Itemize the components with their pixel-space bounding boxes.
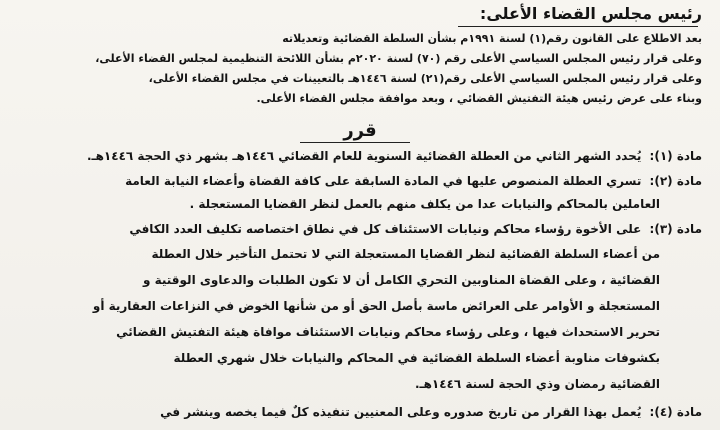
article-2-label: مادة (٢): [649, 174, 702, 188]
article-4 [160, 406, 702, 418]
article-2 [125, 175, 702, 187]
article-3-line-3: القضائية ، وعلى القضاة المناوبين التحري الكامل أن لا تكون الطلبات والدعاوى الوقتية و [142, 273, 660, 287]
article-2-text: تسري العطلة المنصوص عليها في المادة السابقة على كافة القضاة وأعضاء النيابة العامة [125, 174, 642, 188]
article-2-line-2: العاملين بالمحاكم والنيابات عدا من يكلف منهم بالعمل لنظر القضايا المستعجلة . [189, 197, 660, 211]
article-4-text: يُعمل بهذا القرار من تاريخ صدوره وعلى المعنيين تنفيذه كلٌ فيما يخصه وينشر في [160, 405, 642, 419]
decree-title: قرر [343, 120, 377, 141]
article-1 [87, 150, 702, 162]
article-3-line-6: بكشوفات مناوبة أعضاء السلطة القضائية في المحاكم والنيابات خلال شهري العطلة [173, 351, 660, 365]
preamble-line-2: وعلى قرار رئيس المجلس السياسي الأعلى رقم (٧٠) لسنة ٢٠٢٠م بشأن اللائحة التنظيمية لمجلس القضاء الأعلى، [95, 52, 702, 65]
document-heading: رئيس مجلس القضاء الأعلى: [479, 4, 702, 23]
article-3 [129, 223, 702, 235]
preamble-line-1: بعد الاطلاع على القانون رقم(١) لسنة ١٩٩١م بشأن السلطة القضائية وتعديلاته [282, 32, 702, 45]
article-3-line-5: تحرير الاستحداث فيها ، وعلى رؤساء محاكم ونيابات الاستئناف موافاة هيئة التفتيش القضائي [116, 325, 660, 339]
article-3-label: مادة (٣): [649, 222, 702, 236]
heading-underline [458, 26, 698, 27]
preamble-line-4: وبناء على عرض رئيس هيئة التفتيش القضائي ، وبعد موافقة مجلس القضاء الأعلى. [256, 92, 702, 105]
article-3-line-2: من أعضاء السلطة القضائية لنظر القضايا المستعجلة التي لا تحتمل التأخير خلال العطلة [151, 247, 660, 261]
decree-title-underline [300, 142, 410, 143]
article-3-text: على الأخوة رؤساء محاكم ونيابات الاستئناف كل في نطاق اختصاصه تكليف العدد الكافي [129, 222, 642, 236]
article-4-label: مادة (٤): [649, 405, 702, 419]
article-3-line-4: المستعجلة و الأوامر على العرائض ماسة بأصل الحق أو من شأنها الخوض في النزاعات العقارية أو [92, 299, 660, 313]
article-3-line-7: القضائية رمضان وذي الحجة لسنة ١٤٤٦هـ. [414, 377, 660, 391]
preamble-line-3: وعلى قرار رئيس المجلس السياسي الأعلى رقم(٢١) لسنة ١٤٤٦هـ بالتعيينات في مجلس القضاء الأعلى، [148, 72, 702, 85]
article-1-text: يُحدد الشهر الثاني من العطلة القضائية السنوية للعام القضائي ١٤٤٦هـ بشهر ذي الحجة ١٤٤٦هـ. [86, 149, 642, 163]
article-1-label: مادة (١): [649, 149, 702, 163]
